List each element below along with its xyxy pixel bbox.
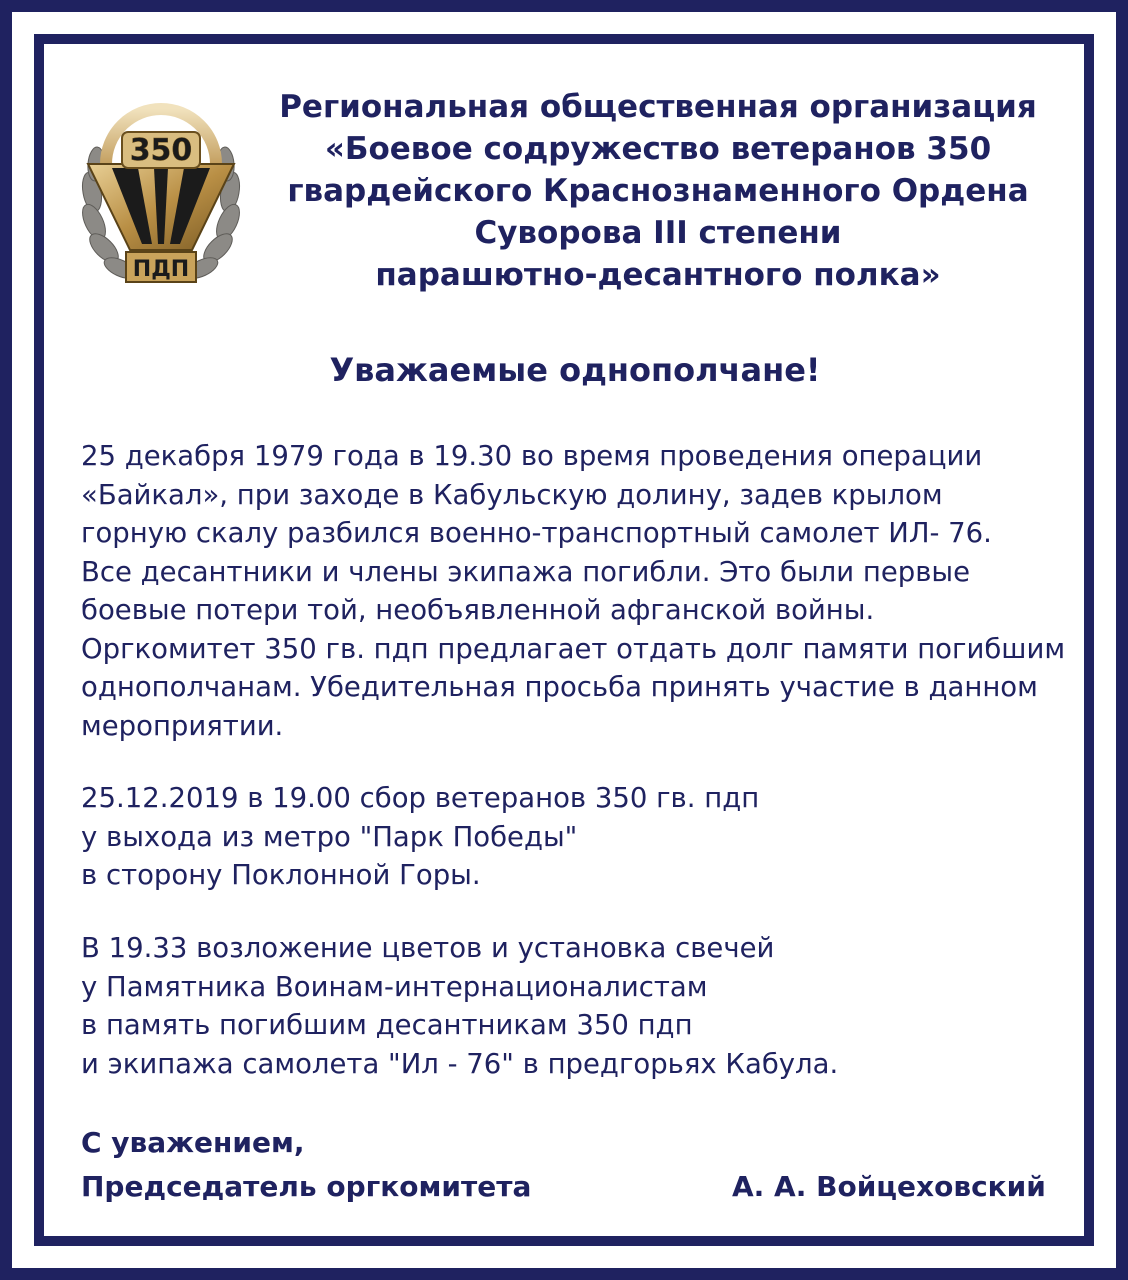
regiment-emblem: [74, 72, 248, 304]
closing-position: Председатель оргкомитета: [81, 1170, 532, 1203]
text-line: в память погибшим десантникам 350 пдп: [81, 1009, 693, 1041]
emblem-letters: ПДП: [132, 257, 190, 282]
meeting-paragraph: [81, 779, 759, 895]
text-line: боевые потери той, необъявленной афганской войны.: [81, 594, 875, 626]
title-line: Региональная общественная организация: [279, 89, 1037, 125]
title-line: гвардейского Краснознаменного Ордена: [287, 173, 1029, 209]
text-line: и экипажа самолета "Ил - 76" в предгорьях Кабула.: [81, 1047, 839, 1080]
emblem-number: 350: [129, 133, 193, 168]
closing-block: [81, 1121, 531, 1209]
text-line: однополчанам. Убедительная просьба принять участие в данном: [81, 671, 1038, 703]
organization-title: [258, 86, 1058, 296]
title-line: Суворова III степени: [474, 215, 842, 251]
text-line: мероприятии.: [81, 709, 284, 742]
title-line: «Боевое содружество ветеранов 350: [324, 131, 992, 167]
text-line: Все десантники и члены экипажа погибли. Это были первые: [81, 555, 971, 588]
closing-regards: С уважением,: [81, 1126, 305, 1159]
greeting: Уважаемые однополчане!: [329, 351, 821, 389]
signatory-name: А. А. Войцеховский: [732, 1170, 1046, 1203]
text-line: 25 декабря 1979 года в 19.30 во время проведения операции: [81, 440, 983, 472]
text-line: в сторону Поклонной Горы.: [81, 859, 481, 891]
intro-paragraph: [81, 437, 1065, 745]
text-line: у выхода из метро "Парк Победы": [81, 820, 578, 853]
text-line: «Байкал», при заходе в Кабульскую долину, задев крылом: [81, 478, 943, 511]
text-line: у Памятника Воинам-интернационалистам: [81, 970, 708, 1003]
title-line: парашютно-десантного полка»: [375, 257, 941, 293]
text-line: 25.12.2019 в 19.00 сбор ветеранов 350 гв. пдп: [81, 782, 760, 814]
text-line: Оргкомитет 350 гв. пдп предлагает отдать долг памяти погибшим: [81, 632, 1066, 665]
text-line: горную скалу разбился военно-транспортный самолет ИЛ- 76.: [81, 517, 992, 549]
text-line: В 19.33 возложение цветов и установка свечей: [81, 932, 775, 964]
ceremony-paragraph: [81, 929, 838, 1083]
